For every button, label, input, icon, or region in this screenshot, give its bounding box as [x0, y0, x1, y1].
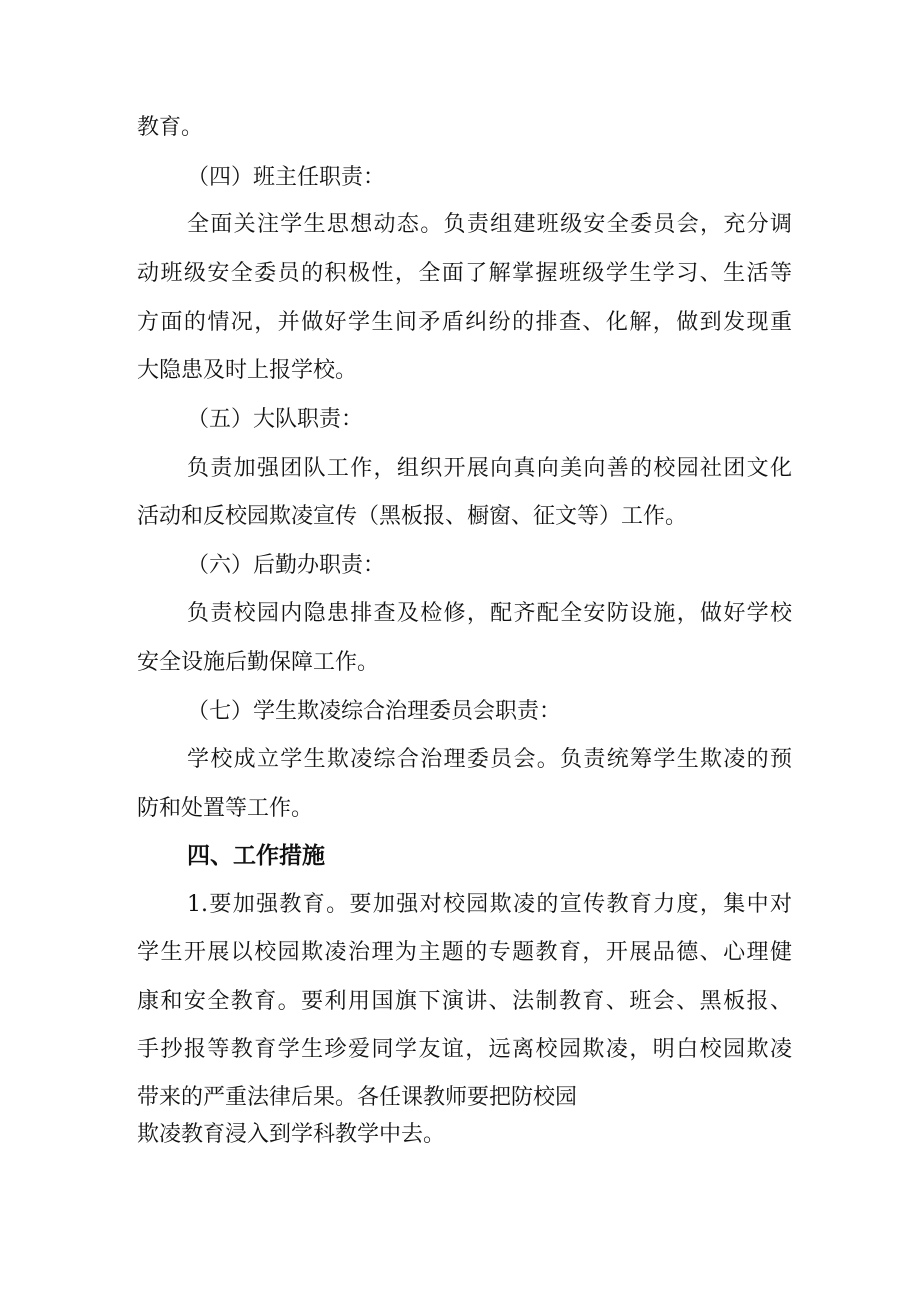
text-line: 方面的情况，并做好学生间矛盾纠纷的排查、化解，做到发现重: [137, 310, 792, 335]
text-line: 活动和反校园欺凌宣传（黑板报、橱窗、征文等）工作。: [137, 504, 688, 529]
text-line: 全面关注学生思想动态。负责组建班级安全委员会，充分调: [187, 212, 792, 237]
text-line: 康和安全教育。要利用国旗下演讲、法制教育、班会、黑板报、: [137, 989, 792, 1014]
chapter-heading: 四、工作措施: [187, 843, 325, 869]
text-line: 欺凌教育浸入到学科教学中去。: [137, 1122, 446, 1147]
text-line: 负责加强团队工作，组织开展向真向美向善的校园社团文化: [187, 456, 792, 481]
section-heading: （四）班主任职责：: [187, 165, 386, 190]
text-line: 手抄报等教育学生珍爱同学友谊，远离校园欺凌，明白校园欺凌: [137, 1037, 792, 1062]
text-line: 大隐患及时上报学校。: [137, 358, 358, 383]
text-line: 动班级安全委员的积极性，全面了解掌握班级学生学习、生活等: [137, 261, 792, 286]
section-heading: （六）后勤办职责：: [187, 553, 386, 578]
text-line: 负责校园内隐患排查及检修，配齐配全安防设施，做好学校: [187, 601, 792, 626]
text-line: 1.要加强教育。要加强对校园欺凌的宣传教育力度，集中对: [187, 892, 792, 917]
section-heading: （七）学生欺凌综合治理委员会职责：: [187, 699, 562, 724]
text-line: 带来的严重法律后果。各任课教师要把防校园: [137, 1085, 578, 1110]
text-line: 学生开展以校园欺凌治理为主题的专题教育，开展品德、心理健: [137, 940, 792, 965]
text-line: 防和处置等工作。: [137, 796, 314, 821]
text-line: 教育。: [137, 115, 204, 140]
text-line: 学校成立学生欺凌综合治理委员会。负责统筹学生欺凌的预: [187, 747, 792, 772]
text-line: 安全设施后勤保障工作。: [137, 650, 380, 675]
section-heading: （五）大队职责：: [187, 407, 364, 432]
